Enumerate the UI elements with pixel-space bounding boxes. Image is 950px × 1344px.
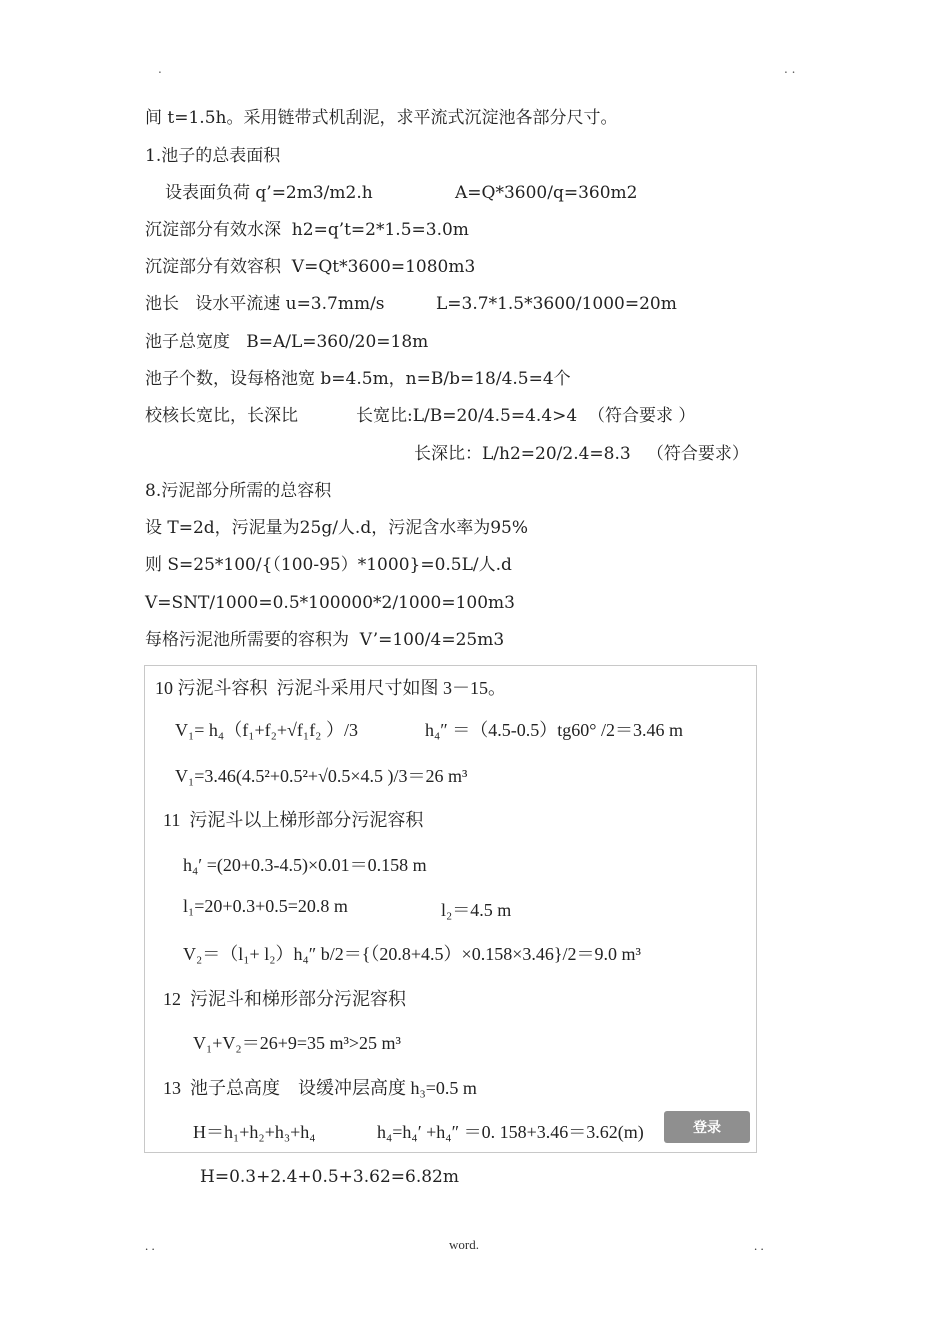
text-line: A=Q*3600/q=360m2 — [455, 183, 638, 203]
text-line: 沉淀部分有效容积 V=Qt*3600=1080m3 — [145, 257, 476, 277]
scan-line: 11 污泥斗以上梯形部分污泥容积 — [163, 810, 424, 830]
header-right-mark: . . — [784, 62, 796, 76]
scan-formula: h₄′ =(20+0.3-4.5)×0.01＝0.158 m — [183, 855, 427, 875]
footer-center-text: word. — [449, 1237, 479, 1252]
scan-formula: l₁=20+0.3+0.5=20.8 m — [183, 896, 348, 916]
section-heading: 1.池子的总表面积 — [145, 146, 281, 166]
text-line: 池子个数，设每格池宽 b=4.5m，n=B/b=18/4.5=4个 — [145, 369, 571, 389]
text-line: H=0.3+2.4+0.5+3.62=6.82m — [200, 1167, 459, 1187]
scan-formula: l₂＝4.5 m — [441, 900, 512, 920]
scan-formula: V₁=3.46(4.5²+0.5²+√0.5×4.5 )/3＝26 m³ — [175, 766, 468, 786]
scan-formula: h₄=h₄′ +h₄″ ＝0. 158+3.46＝3.62(m) — [377, 1122, 644, 1142]
text-line: 则 S=25*100/{（100-95）*1000}=0.5L/人.d — [145, 555, 512, 575]
text-line: V=SNT/1000=0.5*100000*2/1000=100m3 — [145, 593, 515, 613]
scan-line: 10 污泥斗容积 污泥斗采用尺寸如图 3－15。 — [155, 678, 506, 698]
text-line: 校核长宽比，长深比 — [145, 406, 298, 426]
text-line: 池长 设水平流速 u=3.7mm/s — [145, 294, 385, 314]
header-left-mark: . — [158, 62, 162, 76]
text-line: 设 T=2d，污泥量为25g/人.d，污泥含水率为95% — [145, 518, 528, 538]
scan-formula: V₂＝（l₁+ l₂）h₄″ b/2＝{（20.8+4.5）×0.158×3.46}/2＝9.0 m³ — [183, 944, 641, 964]
text-line: 池子总宽度 B=A/L=360/20=18m — [145, 332, 429, 352]
text-line: 间 t=1.5h。采用链带式机刮泥，求平流式沉淀池各部分尺寸。 — [145, 108, 618, 128]
scan-formula: H＝h₁+h₂+h₃+h₄ — [193, 1122, 316, 1142]
text-line: L=3.7*1.5*3600/1000=20m — [436, 294, 677, 314]
footer-right-mark: . . — [754, 1238, 764, 1253]
login-button[interactable]: 登录 — [664, 1111, 750, 1143]
scan-line: 13 池子总高度 设缓冲层高度 h₃=0.5 m — [163, 1078, 477, 1098]
text-line: 长深比：L/h2=20/2.4=8.3 （符合要求） — [414, 444, 749, 464]
text-line: 设表面负荷 q’=2m3/m2.h — [165, 183, 373, 203]
text-line: 长宽比:L/B=20/4.5=4.4>4 （符合要求 ） — [356, 406, 696, 426]
scanned-calculation-image — [144, 665, 757, 1153]
scan-formula: V₁+V₂＝26+9=35 m³>25 m³ — [193, 1033, 401, 1053]
scan-line: 12 污泥斗和梯形部分污泥容积 — [163, 989, 406, 1009]
text-line: 每格污泥池所需要的容积为 V’=100/4=25m3 — [145, 630, 505, 650]
scan-formula: V₁= h₄（f₁+f₂+√f₁f₂ ）/3 — [175, 720, 358, 740]
section-heading: 8.污泥部分所需的总容积 — [145, 481, 332, 501]
scan-formula: h₄″ ＝（4.5-0.5）tg60° /2＝3.46 m — [425, 720, 683, 740]
text-line: 沉淀部分有效水深 h2=q’t=2*1.5=3.0m — [145, 220, 469, 240]
footer-left-mark: . . — [145, 1238, 155, 1253]
